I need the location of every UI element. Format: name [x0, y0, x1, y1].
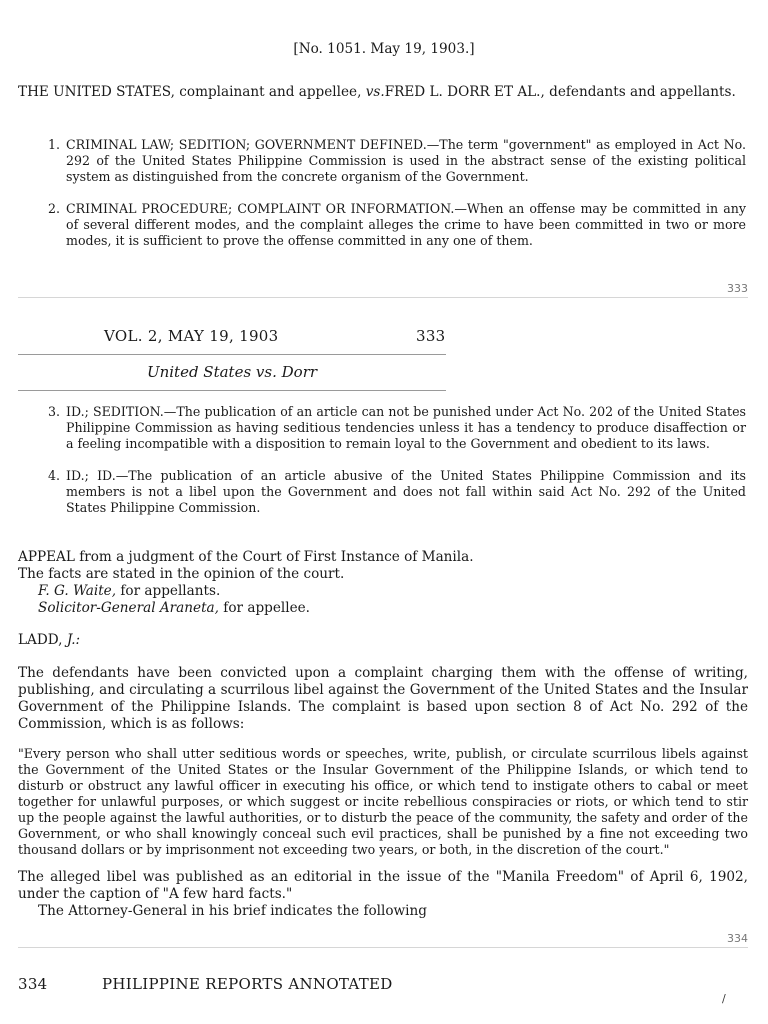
opinion-paragraph: The Attorney-General in his brief indicates the following: [38, 903, 427, 919]
syllabus-number: 1.: [48, 137, 61, 152]
syllabus-number: 2.: [48, 201, 61, 216]
page-marker: 334: [727, 932, 748, 945]
page-divider: [18, 297, 748, 298]
footer-report-title: PHILIPPINE REPORTS ANNOTATED: [102, 975, 393, 993]
opinion-paragraph: The alleged libel was published as an editorial in the issue of the "Manila Freedom" of April 6, 1902, under the caption of "A few hard facts.": [18, 869, 748, 902]
syllabus-text: CRIMINAL LAW; SEDITION; GOVERNMENT DEFINED.—The term "government" as employed in Act No. 292 of the United States Philippine Commission is used in the abstract sense of the existing political system as distinguished from the concrete organism of the Government.: [66, 137, 746, 184]
defendants-name: FRED L. DORR ET AL.: [384, 84, 541, 100]
counsel-role: for appellants.: [116, 583, 221, 599]
statute-quote: "Every person who shall utter seditious words or speeches, write, publish, or circulate scurrilous libels against the Government of the United States or the Insular Government of the Philippine Islands, or which tend to disturb or obstruct any lawful officer in executing his office, or which tend to instigate others to cabal or meet together for unlawful purposes, or which suggest or incite rebellious conspiracies or riots, or which tend to stir up the people against the lawful authorities, or to disturb the peace of the community, the safety and order of the Government, or who shall knowingly conceal such evil practices, shall be punished by a fine not exceeding two thousand dollars or by imprisonment not exceeding two years, or both, in the discretion of the court.": [18, 746, 748, 857]
judge-name: LADD,: [18, 632, 67, 648]
case-parties: [18, 83, 748, 101]
syllabus-item: [48, 137, 746, 185]
opinion-paragraph: The defendants have been convicted upon a complaint charging them with the offense of writing, publishing, and circulating a scurrilous libel against the Government of the United States and the Insular Government of the Philippine Islands. The complaint is based upon section 8 of Act No. 292 of the Commission, which is as follows:: [18, 665, 748, 732]
header-rule: [18, 354, 446, 355]
appeal-block: [18, 549, 748, 617]
page-marker: 333: [727, 282, 748, 295]
judge-line: [18, 632, 748, 649]
syllabus-item: [48, 404, 746, 452]
counsel-name: Solicitor-General Araneta,: [38, 600, 219, 616]
corner-mark: /: [722, 992, 726, 1005]
running-header-caption: United States vs. Dorr: [146, 363, 318, 381]
footer-page-number: 334: [18, 975, 48, 993]
plaintiff-name: THE UNITED STATES: [18, 84, 171, 100]
syllabus-list-first: [48, 137, 746, 249]
running-header-page: 333: [416, 327, 446, 345]
syllabus-number: 3.: [48, 404, 61, 419]
judge-suffix: J.:: [66, 632, 81, 648]
plaintiff-role: , complainant and appellee,: [170, 84, 366, 100]
defendants-role: , defendants and appellants.: [540, 84, 736, 100]
running-header-volume: VOL. 2, MAY 19, 1903: [104, 327, 279, 345]
header-rule: [18, 390, 446, 391]
facts-line: The facts are stated in the opinion of the court.: [18, 566, 345, 582]
syllabus-item: [48, 201, 746, 249]
counsel-role: for appellee.: [218, 600, 310, 616]
syllabus-text: CRIMINAL PROCEDURE; COMPLAINT OR INFORMATION.—When an offense may be committed in any of several different modes, and the complaint alleges the crime to have been committed in two or more modes, it is sufficient to prove the offense committed in any one of them.: [66, 201, 746, 248]
syllabus-text: ID.; ID.—The publication of an article abusive of the United States Philippine Commission and its members is not a libel upon the Government and does not fall within said Act No. 292 of the United States Philippine Commission.: [66, 468, 746, 515]
syllabus-list-second: [48, 404, 746, 516]
page-divider: [18, 947, 748, 948]
appeal-line: APPEAL from a judgment of the Court of First Instance of Manila.: [18, 549, 474, 565]
counsel-appellants: [18, 583, 748, 600]
syllabus-number: 4.: [48, 468, 61, 483]
syllabus-item: [48, 468, 746, 516]
versus-label: vs.: [365, 84, 385, 100]
syllabus-text: ID.; SEDITION.—The publication of an article can not be punished under Act No. 202 of the United States Philippine Commission as having seditious tendencies unless it has a tendency to produce disaffection or a feeling incompatible with a disposition to remain loyal to the Government and obedient to its laws.: [66, 404, 746, 451]
counsel-name: F. G. Waite,: [38, 583, 117, 599]
counsel-appellee: [18, 600, 748, 617]
case-number-title: [No. 1051. May 19, 1903.]: [293, 41, 475, 57]
